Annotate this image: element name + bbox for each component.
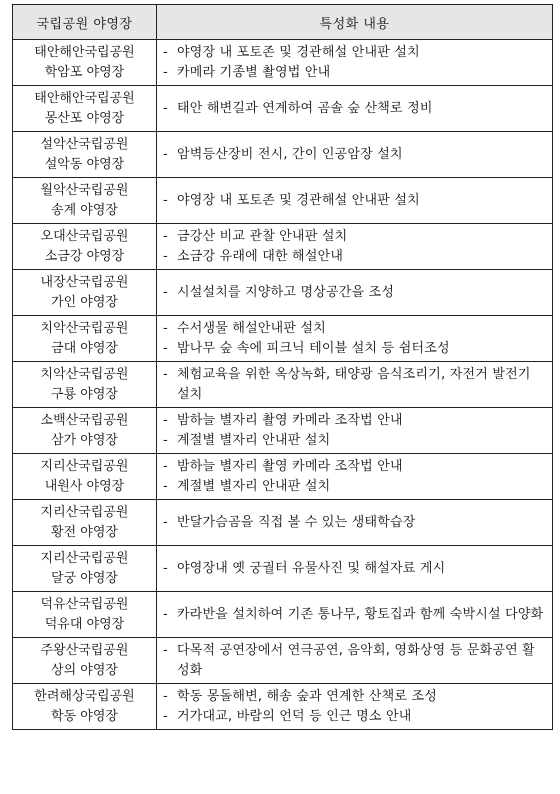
features-cell bbox=[157, 592, 553, 638]
feature-item bbox=[163, 431, 546, 451]
feature-item bbox=[163, 411, 546, 431]
table-row bbox=[13, 592, 553, 638]
header-features: 특성화 내용 bbox=[157, 5, 553, 40]
table-row bbox=[13, 132, 553, 178]
table-row bbox=[13, 270, 553, 316]
campsite-name-cell bbox=[13, 638, 157, 684]
feature-text: 밤하늘 별자리 촬영 카메라 조작법 안내 bbox=[177, 458, 403, 474]
campsite-name-cell bbox=[13, 132, 157, 178]
campsite-name-cell bbox=[13, 362, 157, 408]
feature-item bbox=[163, 227, 546, 247]
bullet-dash: - bbox=[163, 340, 168, 356]
table-row bbox=[13, 362, 553, 408]
header-campsite: 국립공원 야영장 bbox=[13, 5, 157, 40]
feature-item bbox=[163, 63, 546, 83]
feature-text: 다목적 공연장에서 연극공연, 음악회, 영화상영 등 문화공연 활성화 bbox=[177, 642, 535, 678]
campsite-name: 달궁 야영장 bbox=[51, 570, 118, 586]
feature-text: 야영장 내 포토존 및 경관해설 안내판 설치 bbox=[177, 192, 420, 208]
feature-item bbox=[163, 513, 546, 533]
feature-text: 계절별 별자리 안내판 설치 bbox=[177, 432, 331, 448]
campsite-name: 삼가 야영장 bbox=[51, 432, 118, 448]
feature-text: 소금강 유래에 대한 해설안내 bbox=[177, 248, 344, 264]
park-name: 치악산국립공원 bbox=[40, 366, 129, 382]
feature-item bbox=[163, 687, 546, 707]
park-name: 태안해안국립공원 bbox=[34, 44, 135, 60]
bullet-dash: - bbox=[163, 192, 168, 208]
campsite-name: 송계 야영장 bbox=[51, 202, 118, 218]
campsite-name: 황전 야영장 bbox=[51, 524, 118, 540]
campsite-table bbox=[12, 4, 553, 730]
feature-text: 암벽등산장비 전시, 간이 인공암장 설치 bbox=[177, 146, 403, 162]
bullet-dash: - bbox=[163, 366, 168, 382]
park-name: 주왕산국립공원 bbox=[40, 642, 129, 658]
campsite-name: 구룡 야영장 bbox=[51, 386, 118, 402]
table-row bbox=[13, 178, 553, 224]
feature-text: 야영장내 옛 궁궐터 유물사진 및 해설자료 게시 bbox=[177, 560, 446, 576]
feature-item bbox=[163, 145, 546, 165]
campsite-name: 몽산포 야영장 bbox=[44, 110, 125, 126]
feature-item bbox=[163, 319, 546, 339]
feature-text: 카라반을 설치하여 기존 통나무, 황토집과 함께 숙박시설 다양화 bbox=[177, 606, 544, 622]
campsite-name: 설악동 야영장 bbox=[44, 156, 125, 172]
bullet-dash: - bbox=[163, 432, 168, 448]
table-row bbox=[13, 638, 553, 684]
feature-item bbox=[163, 283, 546, 303]
feature-text: 태안 해변길과 연계하여 곰솔 숲 산책로 정비 bbox=[177, 100, 433, 116]
feature-text: 금강산 비교 관찰 안내판 설치 bbox=[177, 228, 348, 244]
park-name: 월악산국립공원 bbox=[40, 182, 129, 198]
campsite-name-cell bbox=[13, 546, 157, 592]
feature-text: 체험교육을 위한 옥상녹화, 태양광 음식조리기, 자전거 발전기 설치 bbox=[177, 366, 531, 402]
campsite-name: 학동 야영장 bbox=[51, 708, 118, 724]
bullet-dash: - bbox=[163, 412, 168, 428]
features-cell bbox=[157, 40, 553, 86]
features-cell bbox=[157, 500, 553, 546]
campsite-name-cell bbox=[13, 224, 157, 270]
feature-text: 시설설치를 지양하고 명상공간을 조성 bbox=[177, 284, 395, 300]
table-row bbox=[13, 408, 553, 454]
feature-item bbox=[163, 339, 546, 359]
park-name: 지리산국립공원 bbox=[40, 458, 129, 474]
park-name: 태안해안국립공원 bbox=[34, 90, 135, 106]
features-cell bbox=[157, 270, 553, 316]
feature-text: 수서생물 해설안내판 설치 bbox=[177, 320, 327, 336]
park-name: 소백산국립공원 bbox=[40, 412, 129, 428]
campsite-name-cell bbox=[13, 408, 157, 454]
bullet-dash: - bbox=[163, 146, 168, 162]
park-name: 덕유산국립공원 bbox=[40, 596, 129, 612]
feature-item bbox=[163, 191, 546, 211]
bullet-dash: - bbox=[163, 688, 168, 704]
feature-text: 야영장 내 포토존 및 경관해설 안내판 설치 bbox=[177, 44, 420, 60]
header-row bbox=[13, 5, 553, 40]
campsite-name-cell bbox=[13, 270, 157, 316]
table-row bbox=[13, 224, 553, 270]
campsite-name-cell bbox=[13, 178, 157, 224]
park-name: 내장산국립공원 bbox=[40, 274, 129, 290]
campsite-name-cell bbox=[13, 316, 157, 362]
features-cell bbox=[157, 546, 553, 592]
feature-item bbox=[163, 641, 546, 681]
park-name: 치악산국립공원 bbox=[40, 320, 129, 336]
table-row bbox=[13, 40, 553, 86]
bullet-dash: - bbox=[163, 228, 168, 244]
bullet-dash: - bbox=[163, 64, 168, 80]
table-row bbox=[13, 316, 553, 362]
feature-item bbox=[163, 247, 546, 267]
table-header bbox=[13, 5, 553, 40]
feature-text: 거가대교, 바람의 언덕 등 인근 명소 안내 bbox=[177, 708, 412, 724]
bullet-dash: - bbox=[163, 284, 168, 300]
bullet-dash: - bbox=[163, 560, 168, 576]
campsite-name: 소금강 야영장 bbox=[44, 248, 125, 264]
bullet-dash: - bbox=[163, 708, 168, 724]
features-cell bbox=[157, 132, 553, 178]
feature-item bbox=[163, 707, 546, 727]
features-cell bbox=[157, 454, 553, 500]
campsite-name-cell bbox=[13, 86, 157, 132]
park-name: 한려해상국립공원 bbox=[34, 688, 135, 704]
features-cell bbox=[157, 362, 553, 408]
campsite-name: 학암포 야영장 bbox=[44, 64, 125, 80]
campsite-name: 상의 야영장 bbox=[51, 662, 118, 678]
bullet-dash: - bbox=[163, 642, 168, 658]
campsite-name-cell bbox=[13, 592, 157, 638]
table-row bbox=[13, 86, 553, 132]
table-row bbox=[13, 684, 553, 730]
park-name: 오대산국립공원 bbox=[40, 228, 129, 244]
feature-text: 반달가슴곰을 직접 볼 수 있는 생태학습장 bbox=[177, 514, 416, 530]
feature-item bbox=[163, 99, 546, 119]
table-row bbox=[13, 500, 553, 546]
feature-item bbox=[163, 457, 546, 477]
bullet-dash: - bbox=[163, 514, 168, 530]
features-cell bbox=[157, 316, 553, 362]
park-name: 지리산국립공원 bbox=[40, 504, 129, 520]
feature-text: 계절별 별자리 안내판 설치 bbox=[177, 478, 331, 494]
bullet-dash: - bbox=[163, 44, 168, 60]
park-name: 지리산국립공원 bbox=[40, 550, 129, 566]
bullet-dash: - bbox=[163, 458, 168, 474]
features-cell bbox=[157, 684, 553, 730]
campsite-name: 내원사 야영장 bbox=[44, 478, 125, 494]
bullet-dash: - bbox=[163, 248, 168, 264]
features-cell bbox=[157, 86, 553, 132]
features-cell bbox=[157, 178, 553, 224]
table-row bbox=[13, 454, 553, 500]
campsite-name-cell bbox=[13, 454, 157, 500]
campsite-name-cell bbox=[13, 500, 157, 546]
features-cell bbox=[157, 408, 553, 454]
campsite-name-cell bbox=[13, 684, 157, 730]
feature-item bbox=[163, 365, 546, 405]
feature-item bbox=[163, 605, 546, 625]
features-cell bbox=[157, 224, 553, 270]
bullet-dash: - bbox=[163, 606, 168, 622]
feature-text: 학동 몽돌해변, 해송 숲과 연계한 산책로 조성 bbox=[177, 688, 437, 704]
campsite-name-cell bbox=[13, 40, 157, 86]
feature-item bbox=[163, 477, 546, 497]
feature-text: 밤하늘 별자리 촬영 카메라 조작법 안내 bbox=[177, 412, 403, 428]
table-body bbox=[13, 40, 553, 730]
features-cell bbox=[157, 638, 553, 684]
campsite-name: 가인 야영장 bbox=[51, 294, 118, 310]
feature-text: 밤나무 숲 속에 피크닉 테이블 설치 등 쉼터조성 bbox=[177, 340, 450, 356]
feature-item bbox=[163, 559, 546, 579]
table-row bbox=[13, 546, 553, 592]
bullet-dash: - bbox=[163, 100, 168, 116]
feature-item bbox=[163, 43, 546, 63]
bullet-dash: - bbox=[163, 478, 168, 494]
bullet-dash: - bbox=[163, 320, 168, 336]
campsite-name: 덕유대 야영장 bbox=[44, 616, 125, 632]
campsite-name: 금대 야영장 bbox=[51, 340, 118, 356]
park-name: 설악산국립공원 bbox=[40, 136, 129, 152]
feature-text: 카메라 기종별 촬영법 안내 bbox=[177, 64, 331, 80]
